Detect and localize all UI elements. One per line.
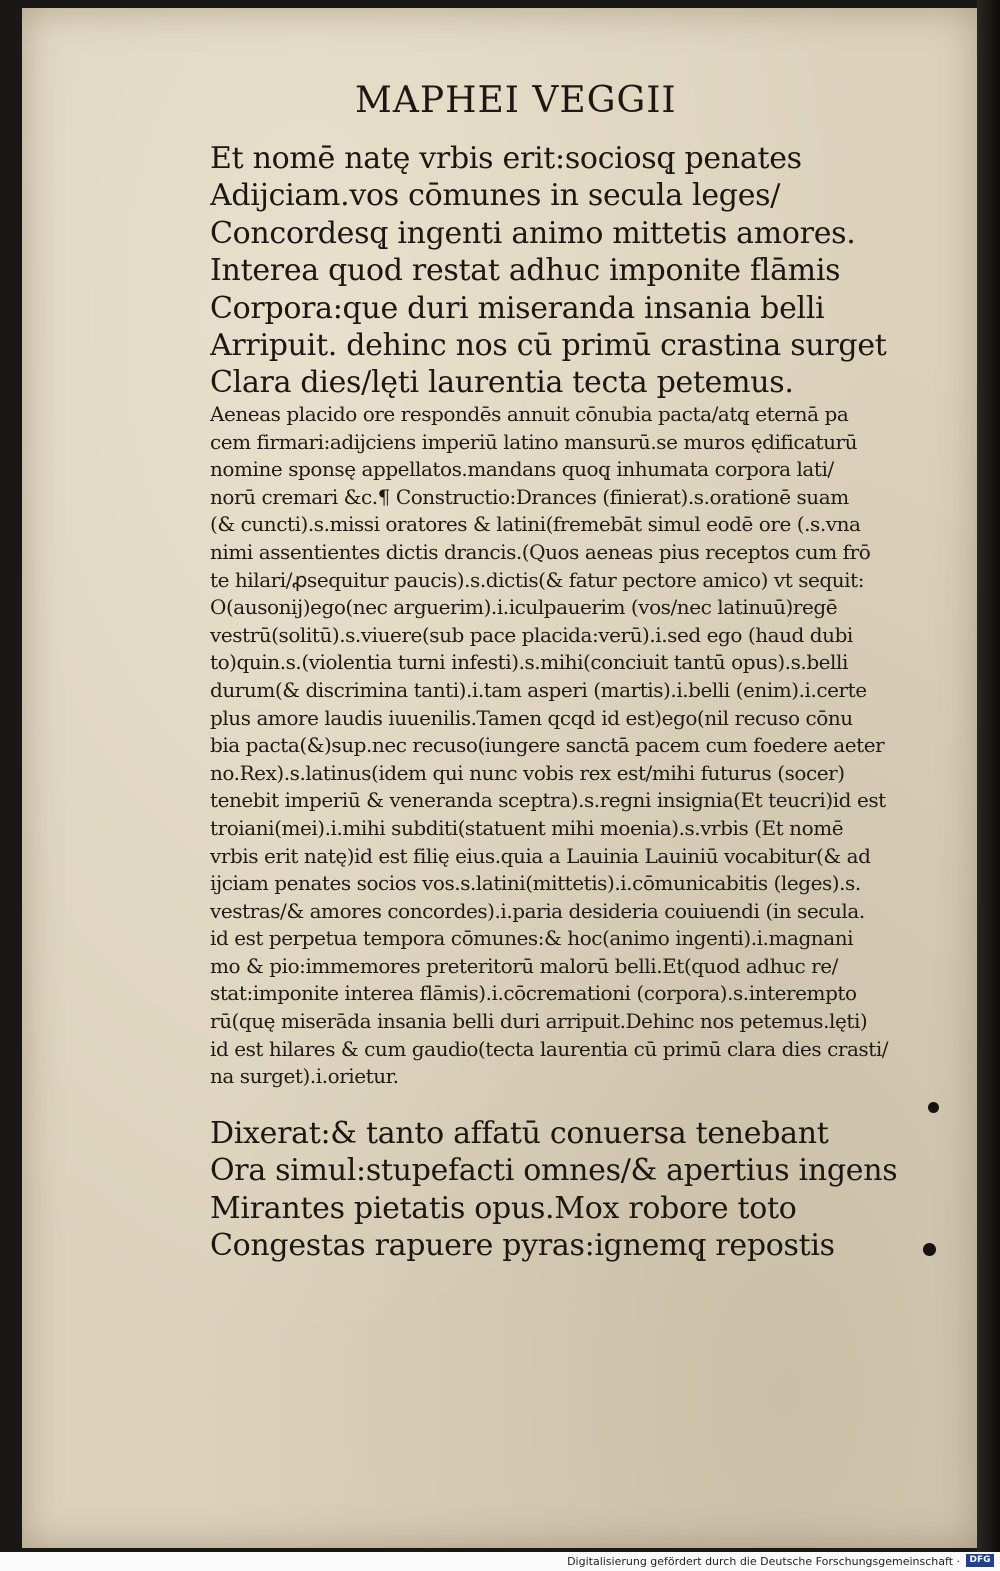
- commentary-line: plus amore laudis iuuenilis.Tamen qcqd id est)ego(nil recuso cōnu: [210, 705, 853, 730]
- commentary-line: ijciam penates socios vos.s.latini(mittetis).i.cōmunicabitis (leges).s.: [210, 871, 861, 896]
- commentary-line: id est perpetua tempora cōmunes:& hoc(animo ingenti).i.magnani: [210, 926, 854, 951]
- verse-line: Concordesq̨ ingenti animo mittetis amores.: [210, 215, 856, 251]
- ink-dot: [928, 1102, 939, 1113]
- commentary-line: durum(& discrimina tanti).i.tam asperi (martis).i.belli (enim).i.certe: [210, 677, 867, 702]
- verse-line: Clara dies/lęti laurentia tecta petemus.: [210, 365, 794, 401]
- commentary-line: na surget).i.orietur.: [210, 1064, 399, 1089]
- commentary-line: bia pacta(&)sup.nec recuso(iungere sanctā pacem cum foedere aeter: [210, 733, 885, 758]
- verse-line: Mirantes pietatis opus.Mox robore toto: [210, 1190, 797, 1226]
- verse-block-top: [210, 140, 910, 402]
- commentary-block: [210, 401, 930, 1091]
- commentary-line: troiani(mei).i.mihi subditi(statuent mihi moenia).s.vrbis (Et nomē: [210, 815, 844, 840]
- running-title: MAPHEI VEGGII: [355, 80, 677, 121]
- commentary-line: to)quin.s.(violentia turni infesti).s.mihi(conciuit tantū opus).s.belli: [210, 650, 848, 675]
- verse-block-bottom: [210, 1115, 910, 1265]
- verse-line: Adijciam.vos cōmunes in secula leges/: [210, 178, 781, 214]
- verse-line: Ora simul:stupefacti omnes/& apertius ingens: [210, 1153, 898, 1189]
- commentary-line: nomine sponsę appellatos.mandans quoq̨ inhumata corpora lati/: [210, 457, 834, 482]
- commentary-line: stat:imponite interea flāmis).i.cōcremationi (corpora).s.interempto: [210, 981, 857, 1006]
- verse-line: Arripuit. dehinc nos cū primū crastina surget: [210, 327, 887, 363]
- commentary-line: nimi assentientes dictis drancis.(Quos aeneas pius receptos cum frō: [210, 539, 871, 564]
- funding-credit: Digitalisierung gefördert durch die Deutsche Forschungsgemeinschaft ·: [567, 1555, 960, 1568]
- commentary-line: O(ausonij)ego(nec arguerim).i.iculpauerim (vos/nec latinuū)regē: [210, 595, 838, 620]
- commentary-line: norū cremari &c.¶ Constructio:Drances (finierat).s.orationē suam: [210, 484, 849, 509]
- commentary-line: (& cuncti).s.missi oratores & latini(fremebāt simul eodē ore (.s.vna: [210, 512, 861, 537]
- commentary-line: te hilari/ꝓsequitur paucis).s.dictis(& fatur pectore amico) vt sequit:: [210, 567, 865, 592]
- verse-line: Corpora:que duri miseranda insania belli: [210, 290, 825, 326]
- commentary-line: vestrū(solitū).s.viuere(sub pace placida:verū).i.sed ego (haud dubi: [210, 622, 853, 647]
- dfg-logo: DFG: [966, 1554, 994, 1567]
- verse-line: Dixerat:& tanto affatū conuersa tenebant: [210, 1116, 829, 1151]
- commentary-line: vrbis erit natę)id est filię eius.quia a Lauinia Lauiniū vocabitur(& ad: [210, 843, 871, 868]
- commentary-line: cem firmari:adijciens imperiū latino mansurū.se muros ędificaturū: [210, 429, 858, 454]
- commentary-line: vestras/& amores concordes).i.paria desideria couiuendi (in secula.: [210, 898, 865, 923]
- commentary-line: id est hilares & cum gaudio(tecta laurentia cū primū clara dies crasti/: [210, 1036, 889, 1061]
- commentary-line: tenebit imperiū & veneranda sceptra).s.regni insignia(Et teucri)id est: [210, 788, 886, 813]
- ink-dot: [923, 1243, 936, 1256]
- page-edge: [977, 0, 1000, 1560]
- commentary-line: Aeneas placido ore respondēs annuit cōnubia pacta/atq̨ eternā pa: [210, 402, 849, 426]
- verse-line: Congestas rapuere pyras:ignemq̨ repostis: [210, 1228, 835, 1264]
- commentary-line: rū(quę miserāda insania belli duri arripuit.Dehinc nos petemus.lęti): [210, 1009, 868, 1034]
- verse-line: Et nomē natę vrbis erit:sociosq̨ penates: [210, 141, 802, 176]
- verse-line: Interea quod restat adhuc imponite flāmis: [210, 253, 841, 289]
- commentary-line: mo & pio:immemores preteritorū malorū belli.Et(quod adhuc re/: [210, 953, 838, 978]
- commentary-line: no.Rex).s.latinus(idem qui nunc vobis rex est/mihi futurus (socer): [210, 760, 845, 785]
